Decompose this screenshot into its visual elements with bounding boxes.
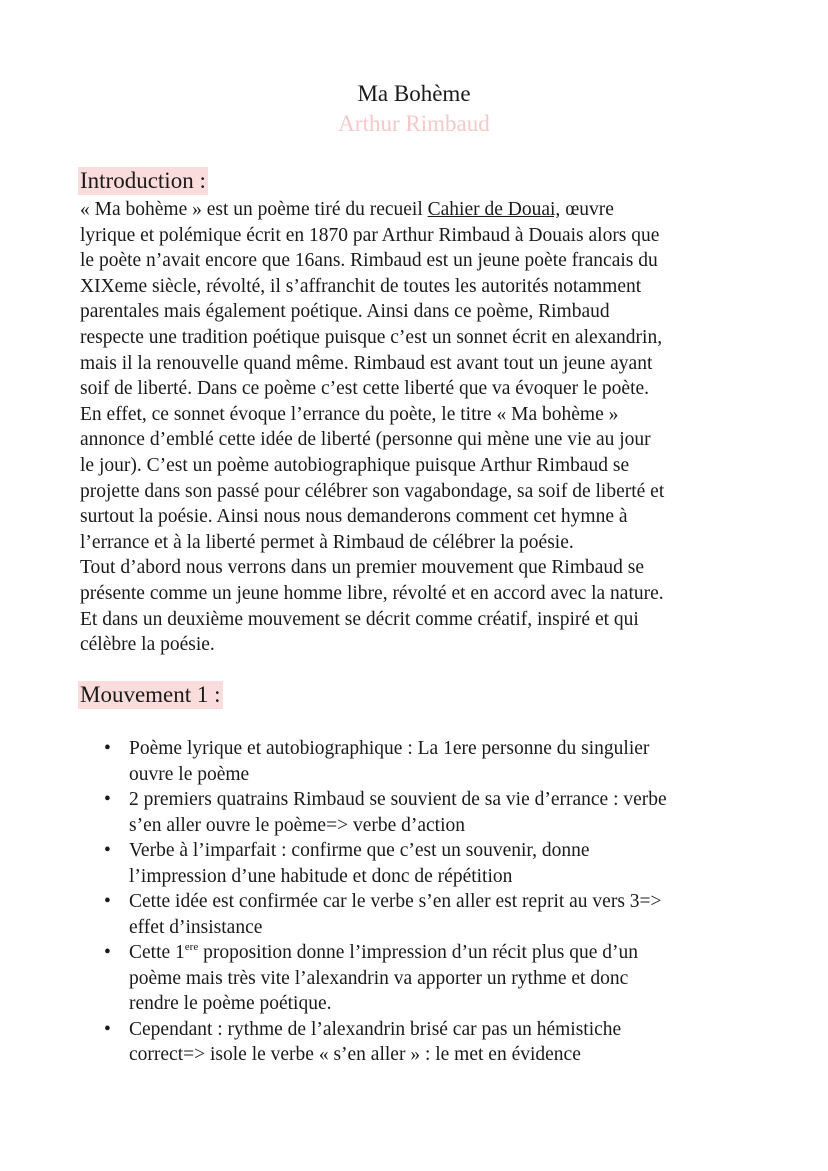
list-item-line: ouvre le poème (129, 763, 250, 785)
list-item (80, 736, 760, 787)
list-item-text: Cette 1 (129, 942, 185, 963)
introduction-line (80, 197, 760, 223)
introduction-line: Tout d’abord nous verrons dans un premier mouvement que Rimbaud se (80, 557, 645, 579)
introduction-line: surtout la poésie. Ainsi nous nous demanderons comment cet hymne à (80, 506, 628, 528)
bullet-icon: • (104, 738, 111, 759)
introduction-paragraph (80, 197, 760, 658)
bullet-icon: • (104, 1018, 111, 1040)
list-item-line: Cette idée est confirmée car le verbe s’en aller est reprit au vers 3=> (129, 891, 662, 912)
list-item-line: 2 premiers quatrains Rimbaud se souvient de sa vie d’errance : verbe (129, 789, 667, 810)
mouvement-1-heading: Mouvement 1 : (80, 682, 221, 707)
introduction-line: projette dans son passé pour célébrer son vagabondage, sa soif de liberté et (80, 480, 665, 502)
introduction-line: En effet, ce sonnet évoque l’errance du poète, le titre « Ma bohème » (80, 403, 619, 425)
introduction-line: Et dans un deuxième mouvement se décrit comme créatif, inspiré et qui (80, 608, 639, 630)
introduction-line: XIXeme siècle, révolté, il s’affranchit de toutes les autorités notamment (80, 275, 642, 297)
list-item (80, 889, 760, 940)
introduction-line: mais il la renouvelle quand même. Rimbaud est avant tout un jeune ayant (80, 352, 653, 374)
introduction-line: respecte une tradition poétique puisque c’est un sonnet écrit en alexandrin, (80, 326, 663, 348)
list-item (80, 1017, 760, 1068)
list-item (80, 787, 760, 838)
introduction-line: parentales mais également poétique. Ainsi dans ce poème, Rimbaud (80, 301, 610, 323)
list-item-line (129, 940, 760, 966)
introduction-line: le jour). C’est un poème autobiographique puisque Arthur Rimbaud se (80, 454, 630, 476)
list-item (80, 838, 760, 889)
bullet-icon: • (104, 942, 111, 963)
introduction-line-text: « Ma bohème » est un poème tiré du recueil (80, 199, 428, 220)
list-item-line: effet d’insistance (129, 916, 263, 938)
list-item-line: poème mais très vite l’alexandrin va apporter un rythme et donc (129, 967, 629, 989)
bullet-icon: • (104, 891, 111, 912)
list-item-line: Verbe à l’imparfait : confirme que c’est un souvenir, donne (129, 840, 590, 861)
list-item-text: proposition donne l’impression d’un récit plus que d’un (198, 942, 638, 963)
introduction-line: annonce d’emblé cette idée de liberté (personne qui mène une vie au jour (80, 429, 651, 451)
superscript: ere (184, 941, 199, 953)
introduction-line: célèbre la poésie. (80, 634, 215, 656)
collection-title: Cahier de Douai, (427, 199, 561, 220)
introduction-line: le poète n’avait encore que 16ans. Rimbaud est un jeune poète francais du (80, 250, 658, 272)
poem-title: Ma Bohème (357, 81, 471, 106)
list-item-line: Cependant : rythme de l’alexandrin brisé car pas un hémistiche (129, 1018, 622, 1040)
list-item-line: s’en aller ouvre le poème=> verbe d’action (129, 814, 466, 836)
introduction-line-text: œuvre (560, 199, 614, 220)
list-item (80, 940, 760, 1017)
list-item-line: rendre le poème poétique. (129, 993, 332, 1014)
list-item-line: Poème lyrique et autobiographique : La 1ere personne du singulier (129, 738, 650, 759)
bullet-icon: • (104, 840, 111, 861)
list-item-line: l’impression d’une habitude et donc de répétition (129, 865, 513, 887)
introduction-line: soif de liberté. Dans ce poème c’est cette liberté que va évoquer le poète. (80, 378, 650, 400)
introduction-heading: Introduction : (80, 168, 206, 193)
bullet-icon: • (104, 789, 111, 810)
introduction-line: lyrique et polémique écrit en 1870 par Arthur Rimbaud à Douais alors que (80, 224, 660, 246)
introduction-line: présente comme un jeune homme libre, révolté et en accord avec la nature. (80, 582, 664, 604)
list-item-line: correct=> isole le verbe « s’en aller » : le met en évidence (129, 1044, 581, 1065)
mouvement-1-bullet-list (80, 736, 760, 1068)
introduction-line: l’errance et à la liberté permet à Rimbaud de célébrer la poésie. (80, 531, 574, 553)
poem-author: Arthur Rimbaud (338, 111, 490, 136)
